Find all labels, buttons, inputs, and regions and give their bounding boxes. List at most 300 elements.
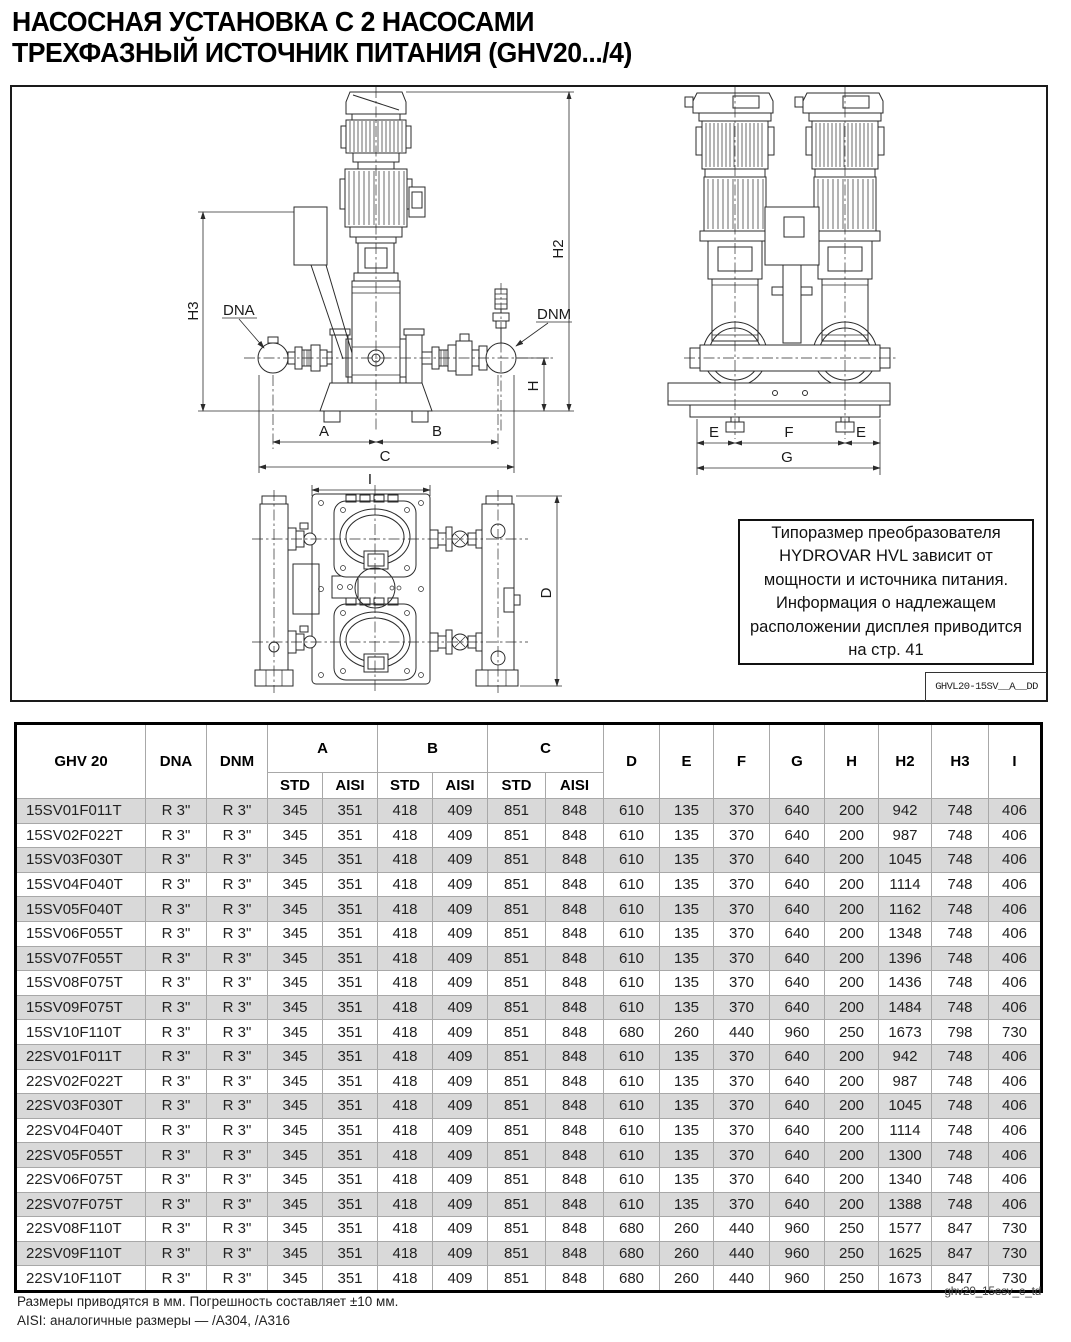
dimension-cell: 345 <box>268 872 323 897</box>
sub-header-c-aisi: AISI <box>546 773 604 799</box>
dimension-cell: 418 <box>378 848 433 873</box>
dimension-cell: 406 <box>989 848 1042 873</box>
dimension-cell: R 3" <box>146 823 207 848</box>
dimension-cell: 135 <box>660 995 714 1020</box>
col-header-i: I <box>989 724 1042 799</box>
dimension-cell: 351 <box>323 897 378 922</box>
dimension-cell: 960 <box>770 1020 825 1045</box>
dimension-cell: R 3" <box>146 848 207 873</box>
dimension-cell: 847 <box>932 1266 989 1292</box>
side-view <box>668 87 896 475</box>
dimension-cell: R 3" <box>146 1167 207 1192</box>
dimension-cell: R 3" <box>207 1069 268 1094</box>
dimension-cell: 370 <box>714 823 770 848</box>
dimension-cell: 610 <box>604 1143 660 1168</box>
dimension-cell: 418 <box>378 1167 433 1192</box>
dimension-cell: 851 <box>488 1192 546 1217</box>
col-header-a: A <box>268 724 378 773</box>
dimension-cell: 851 <box>488 872 546 897</box>
dimension-cell: 345 <box>268 1143 323 1168</box>
dimension-cell: 418 <box>378 921 433 946</box>
dimension-cell: 640 <box>770 848 825 873</box>
dimension-cell: 1673 <box>879 1020 932 1045</box>
dimension-cell: 851 <box>488 946 546 971</box>
dimension-cell: 409 <box>433 823 488 848</box>
dimension-cell: 748 <box>932 1143 989 1168</box>
drawing-code: GHVL20-15SV__A__DD <box>935 681 1038 693</box>
table-row <box>16 971 1042 996</box>
dimension-cell: 409 <box>433 971 488 996</box>
drawing-title-block <box>925 672 1047 701</box>
dimension-cell: 848 <box>546 1069 604 1094</box>
dimension-cell: R 3" <box>207 1266 268 1292</box>
dimension-cell: 1045 <box>879 1094 932 1119</box>
dimension-cell: 409 <box>433 872 488 897</box>
dimension-cell: 610 <box>604 848 660 873</box>
dimension-cell: R 3" <box>146 1217 207 1242</box>
col-header-c: C <box>488 724 604 773</box>
dimension-cell: 351 <box>323 848 378 873</box>
dimension-cell: R 3" <box>207 1241 268 1266</box>
dimension-cell: 610 <box>604 921 660 946</box>
dimension-cell: 1625 <box>879 1241 932 1266</box>
dimension-cell: 851 <box>488 823 546 848</box>
table-row <box>16 1192 1042 1217</box>
dimension-cell: 409 <box>433 946 488 971</box>
dimension-cell: 680 <box>604 1217 660 1242</box>
col-header-model: GHV 20 <box>16 724 146 799</box>
dimension-cell: 960 <box>770 1217 825 1242</box>
model-cell: 22SV02F022T <box>16 1069 146 1094</box>
dimension-cell: 418 <box>378 1143 433 1168</box>
dimension-cell: 748 <box>932 848 989 873</box>
dimension-cell: 345 <box>268 799 323 824</box>
dimension-cell: 351 <box>323 1020 378 1045</box>
dimension-cell: 250 <box>825 1020 879 1045</box>
dimension-cell: 851 <box>488 1143 546 1168</box>
dimension-cell: 406 <box>989 823 1042 848</box>
dimension-cell: 409 <box>433 1143 488 1168</box>
dimension-cell: 730 <box>989 1217 1042 1242</box>
dimension-cell: 200 <box>825 823 879 848</box>
dimension-cell: 370 <box>714 971 770 996</box>
dimension-cell: 200 <box>825 1094 879 1119</box>
dimension-cell: 409 <box>433 921 488 946</box>
dimension-cell: 409 <box>433 1069 488 1094</box>
col-header-h2: H2 <box>879 724 932 799</box>
dimension-cell: 748 <box>932 1192 989 1217</box>
dimension-cell: 851 <box>488 1217 546 1242</box>
dim-label-h2: H2 <box>550 239 567 259</box>
model-cell: 15SV05F040T <box>16 897 146 922</box>
table-header-group-row <box>16 724 1042 773</box>
dimension-cell: 640 <box>770 1118 825 1143</box>
dimension-cell: 250 <box>825 1266 879 1292</box>
dimension-cell: 748 <box>932 1167 989 1192</box>
dimension-cell: 1045 <box>879 848 932 873</box>
col-header-b: B <box>378 724 488 773</box>
dimension-cell: 409 <box>433 1020 488 1045</box>
dimension-cell: 351 <box>323 1192 378 1217</box>
dim-label-i: I <box>367 471 373 488</box>
dimension-cell: 351 <box>323 1217 378 1242</box>
model-cell: 15SV01F011T <box>16 799 146 824</box>
table-row <box>16 897 1042 922</box>
dimension-cell: 848 <box>546 1118 604 1143</box>
dimension-cell: 351 <box>323 799 378 824</box>
table-row <box>16 1069 1042 1094</box>
dimension-cell: 848 <box>546 799 604 824</box>
dimension-cell: 409 <box>433 1266 488 1292</box>
dimension-cell: 345 <box>268 1118 323 1143</box>
dimension-cell: 748 <box>932 971 989 996</box>
dimension-cell: 351 <box>323 1094 378 1119</box>
model-cell: 22SV05F055T <box>16 1143 146 1168</box>
table-row <box>16 823 1042 848</box>
sub-header-a-std: STD <box>268 773 323 799</box>
dim-label-c: C <box>379 448 391 465</box>
table-row <box>16 1167 1042 1192</box>
dimension-cell: 135 <box>660 1143 714 1168</box>
dimension-cell: 851 <box>488 1266 546 1292</box>
dimension-cell: 409 <box>433 1044 488 1069</box>
model-cell: 15SV09F075T <box>16 995 146 1020</box>
dimension-cell: 200 <box>825 995 879 1020</box>
dimension-cell: 406 <box>989 1044 1042 1069</box>
dimension-cell: 851 <box>488 1241 546 1266</box>
dimension-cell: 748 <box>932 1118 989 1143</box>
dimension-cell: 135 <box>660 872 714 897</box>
dimension-cell: 406 <box>989 1167 1042 1192</box>
dimension-cell: R 3" <box>207 1020 268 1045</box>
dimension-cell: 640 <box>770 897 825 922</box>
dim-label-b: B <box>431 423 443 440</box>
dimension-cell: R 3" <box>146 872 207 897</box>
dimension-cell: 135 <box>660 1069 714 1094</box>
model-cell: 22SV06F075T <box>16 1167 146 1192</box>
dimension-cell: 640 <box>770 872 825 897</box>
dimension-cell: 960 <box>770 1241 825 1266</box>
dimension-cell: 418 <box>378 872 433 897</box>
dimension-cell: 848 <box>546 823 604 848</box>
dimension-cell: 351 <box>323 971 378 996</box>
col-header-f: F <box>714 724 770 799</box>
dimension-cell: 610 <box>604 1069 660 1094</box>
dimension-cell: 748 <box>932 995 989 1020</box>
footer-note-2: AISI: аналогичные размеры — /А304, /А316 <box>17 1312 291 1328</box>
dimension-cell: 406 <box>989 995 1042 1020</box>
dimension-cell: 610 <box>604 1192 660 1217</box>
dimension-cell: 640 <box>770 799 825 824</box>
dimension-cell: 418 <box>378 1069 433 1094</box>
dimension-cell: 730 <box>989 1241 1042 1266</box>
dimension-cell: R 3" <box>207 921 268 946</box>
dimension-cell: 640 <box>770 1192 825 1217</box>
dim-label-f: F <box>784 424 794 441</box>
page-title <box>12 6 632 68</box>
dimension-cell: 610 <box>604 1044 660 1069</box>
dimension-cell: R 3" <box>146 921 207 946</box>
dimension-cell: 370 <box>714 872 770 897</box>
dimension-cell: 135 <box>660 848 714 873</box>
dimension-cell: 748 <box>932 921 989 946</box>
dimension-cell: 610 <box>604 971 660 996</box>
dimension-cell: 610 <box>604 872 660 897</box>
dimension-cell: 748 <box>932 946 989 971</box>
dimension-cell: 851 <box>488 799 546 824</box>
dimension-cell: 798 <box>932 1020 989 1045</box>
dimension-cell: 1340 <box>879 1167 932 1192</box>
dimension-cell: 135 <box>660 1118 714 1143</box>
col-header-dnm: DNM <box>207 724 268 799</box>
dimension-cell: 200 <box>825 1143 879 1168</box>
dimension-cell: 851 <box>488 1118 546 1143</box>
dimension-cell: 409 <box>433 799 488 824</box>
dimension-cell: 610 <box>604 799 660 824</box>
dimension-cell: 1348 <box>879 921 932 946</box>
model-cell: 22SV10F110T <box>16 1266 146 1292</box>
dimension-cell: 345 <box>268 1044 323 1069</box>
technical-drawing-panel <box>10 85 1048 702</box>
sub-header-b-aisi: AISI <box>433 773 488 799</box>
dimension-cell: 640 <box>770 1094 825 1119</box>
dimension-cell: 200 <box>825 946 879 971</box>
dimension-cell: 406 <box>989 946 1042 971</box>
dimension-cell: 409 <box>433 848 488 873</box>
dimension-cell: 370 <box>714 1094 770 1119</box>
table-row <box>16 1094 1042 1119</box>
dimension-cell: 409 <box>433 897 488 922</box>
dimension-cell: 418 <box>378 897 433 922</box>
dimension-cell: R 3" <box>207 1167 268 1192</box>
dimension-cell: R 3" <box>207 1192 268 1217</box>
dimension-cell: R 3" <box>146 995 207 1020</box>
dimension-cell: R 3" <box>146 1143 207 1168</box>
dimension-cell: 345 <box>268 1069 323 1094</box>
dimension-cell: 851 <box>488 1069 546 1094</box>
dimension-cell: R 3" <box>146 1020 207 1045</box>
model-cell: 15SV06F055T <box>16 921 146 946</box>
dimension-cell: 135 <box>660 1044 714 1069</box>
dimension-cell: 640 <box>770 1143 825 1168</box>
dimension-cell: 1673 <box>879 1266 932 1292</box>
dimension-cell: 370 <box>714 848 770 873</box>
dimension-cell: 370 <box>714 1044 770 1069</box>
dimension-cell: 351 <box>323 921 378 946</box>
table-row <box>16 921 1042 946</box>
dimension-cell: R 3" <box>146 1118 207 1143</box>
model-cell: 22SV01F011T <box>16 1044 146 1069</box>
dimension-cell: 260 <box>660 1241 714 1266</box>
dimension-cell: 135 <box>660 946 714 971</box>
dimension-cell: 135 <box>660 799 714 824</box>
dimension-cell: 848 <box>546 921 604 946</box>
dimension-cell: 409 <box>433 995 488 1020</box>
dimension-cell: 345 <box>268 1241 323 1266</box>
dimension-cell: 406 <box>989 921 1042 946</box>
dimension-cell: R 3" <box>207 1044 268 1069</box>
dimension-cell: 200 <box>825 897 879 922</box>
dimension-cell: 345 <box>268 995 323 1020</box>
dimension-cell: 351 <box>323 872 378 897</box>
dimension-cell: 406 <box>989 897 1042 922</box>
dimension-cell: 748 <box>932 799 989 824</box>
model-cell: 15SV04F040T <box>16 872 146 897</box>
converter-note-text: Типоразмер преобразователя HYDROVAR HVL зависит от мощности и источника питания. Информация о надлежащем расположении дисплея приводится на стр. 41 <box>750 523 1022 659</box>
dimension-cell: 418 <box>378 1217 433 1242</box>
dimension-cell: 345 <box>268 823 323 848</box>
dim-label-d: D <box>538 587 555 599</box>
dimension-cell: 848 <box>546 1167 604 1192</box>
dimension-cell: 418 <box>378 1241 433 1266</box>
dimension-cell: 409 <box>433 1118 488 1143</box>
dim-label-g: G <box>781 449 793 466</box>
dimension-cell: 345 <box>268 1217 323 1242</box>
dimension-cell: 1436 <box>879 971 932 996</box>
col-header-d: D <box>604 724 660 799</box>
dimension-cell: 409 <box>433 1241 488 1266</box>
dimension-cell: 640 <box>770 946 825 971</box>
dimension-cell: 847 <box>932 1217 989 1242</box>
sub-header-a-aisi: AISI <box>323 773 378 799</box>
dimension-cell: 135 <box>660 1094 714 1119</box>
dimension-cell: 610 <box>604 1118 660 1143</box>
model-cell: 15SV02F022T <box>16 823 146 848</box>
dimension-cell: 418 <box>378 1266 433 1292</box>
footer-note-1: Размеры приводятся в мм. Погрешность составляет ±10 мм. <box>17 1294 399 1309</box>
dimension-cell: 351 <box>323 1044 378 1069</box>
dimension-cell: 200 <box>825 848 879 873</box>
dim-label-h: H <box>525 380 542 392</box>
dim-label-a: A <box>318 423 330 440</box>
dimension-cell: R 3" <box>207 799 268 824</box>
col-header-e: E <box>660 724 714 799</box>
dimension-cell: 345 <box>268 1266 323 1292</box>
dimension-cell: 848 <box>546 946 604 971</box>
dimension-cell: 200 <box>825 1167 879 1192</box>
dimension-cell: 135 <box>660 897 714 922</box>
dimension-cell: 345 <box>268 946 323 971</box>
table-row <box>16 872 1042 897</box>
dimension-cell: 345 <box>268 1192 323 1217</box>
dimension-cell: 730 <box>989 1266 1042 1292</box>
dimension-cell: 200 <box>825 1069 879 1094</box>
dimension-cell: 418 <box>378 995 433 1020</box>
dimension-cell: 406 <box>989 1069 1042 1094</box>
dimension-cell: 370 <box>714 946 770 971</box>
dimension-cell: 680 <box>604 1266 660 1292</box>
dimension-cell: 409 <box>433 1167 488 1192</box>
dimension-cell: 135 <box>660 921 714 946</box>
dimension-cell: 370 <box>714 1167 770 1192</box>
dimension-cell: 135 <box>660 1167 714 1192</box>
dimension-cell: 848 <box>546 1143 604 1168</box>
dimension-cell: 1396 <box>879 946 932 971</box>
dimension-cell: 1577 <box>879 1217 932 1242</box>
dimension-cell: R 3" <box>146 1192 207 1217</box>
table-row <box>16 1143 1042 1168</box>
dimension-cell: 848 <box>546 1192 604 1217</box>
dimension-cell: 418 <box>378 823 433 848</box>
dimension-cell: 440 <box>714 1241 770 1266</box>
table-row <box>16 1118 1042 1143</box>
dimension-cell: 351 <box>323 1266 378 1292</box>
table-row <box>16 848 1042 873</box>
dimension-cell: 370 <box>714 995 770 1020</box>
dimension-cell: 351 <box>323 1241 378 1266</box>
dimension-cell: 440 <box>714 1217 770 1242</box>
table-row <box>16 1020 1042 1045</box>
table-row <box>16 946 1042 971</box>
dimension-cell: 250 <box>825 1217 879 1242</box>
dimension-cell: 200 <box>825 921 879 946</box>
dimension-cell: 200 <box>825 1044 879 1069</box>
dimension-cell: R 3" <box>207 1118 268 1143</box>
dimension-cell: 942 <box>879 1044 932 1069</box>
dimension-cell: 440 <box>714 1020 770 1045</box>
dim-label-h3: H3 <box>185 301 202 321</box>
top-view <box>252 471 562 693</box>
dimension-cell: 200 <box>825 1192 879 1217</box>
dimension-cell: 418 <box>378 799 433 824</box>
col-header-g: G <box>770 724 825 799</box>
dimension-cell: 135 <box>660 1192 714 1217</box>
dimension-cell: 370 <box>714 1192 770 1217</box>
dimension-cell: 748 <box>932 872 989 897</box>
dimension-cell: 351 <box>323 1143 378 1168</box>
dimension-cell: 848 <box>546 848 604 873</box>
dimension-cell: 409 <box>433 1094 488 1119</box>
dimension-cell: R 3" <box>207 946 268 971</box>
dimension-cell: 848 <box>546 897 604 922</box>
dimension-cell: 370 <box>714 1118 770 1143</box>
model-cell: 15SV03F030T <box>16 848 146 873</box>
side-pump-left <box>685 93 774 341</box>
front-view <box>185 87 574 473</box>
dimension-cell: 748 <box>932 1044 989 1069</box>
dimension-cell: 345 <box>268 1167 323 1192</box>
col-header-h: H <box>825 724 879 799</box>
dimension-cell: 351 <box>323 1069 378 1094</box>
dimension-cell: 851 <box>488 1094 546 1119</box>
dimension-cell: 748 <box>932 1069 989 1094</box>
dim-label-e1: E <box>708 424 720 441</box>
model-cell: 15SV08F075T <box>16 971 146 996</box>
dimension-cell: 851 <box>488 1167 546 1192</box>
model-cell: 15SV10F110T <box>16 1020 146 1045</box>
dimension-cell: R 3" <box>207 1094 268 1119</box>
dimension-cell: 640 <box>770 823 825 848</box>
model-cell: 15SV07F055T <box>16 946 146 971</box>
dimension-cell: 351 <box>323 1167 378 1192</box>
dimension-cell: 409 <box>433 1217 488 1242</box>
table-row <box>16 799 1042 824</box>
dimension-cell: 1114 <box>879 1118 932 1143</box>
dimension-cell: R 3" <box>207 823 268 848</box>
dimension-cell: 610 <box>604 1167 660 1192</box>
dimension-cell: 851 <box>488 995 546 1020</box>
dimension-cell: R 3" <box>207 1217 268 1242</box>
dimension-cell: 848 <box>546 971 604 996</box>
dimension-cell: 351 <box>323 995 378 1020</box>
dimension-cell: R 3" <box>207 971 268 996</box>
dimension-cell: R 3" <box>146 1241 207 1266</box>
dimension-cell: 848 <box>546 995 604 1020</box>
dimension-cell: 406 <box>989 971 1042 996</box>
dimension-cell: R 3" <box>207 872 268 897</box>
dimension-cell: 418 <box>378 1192 433 1217</box>
dimension-cell: 418 <box>378 1094 433 1119</box>
